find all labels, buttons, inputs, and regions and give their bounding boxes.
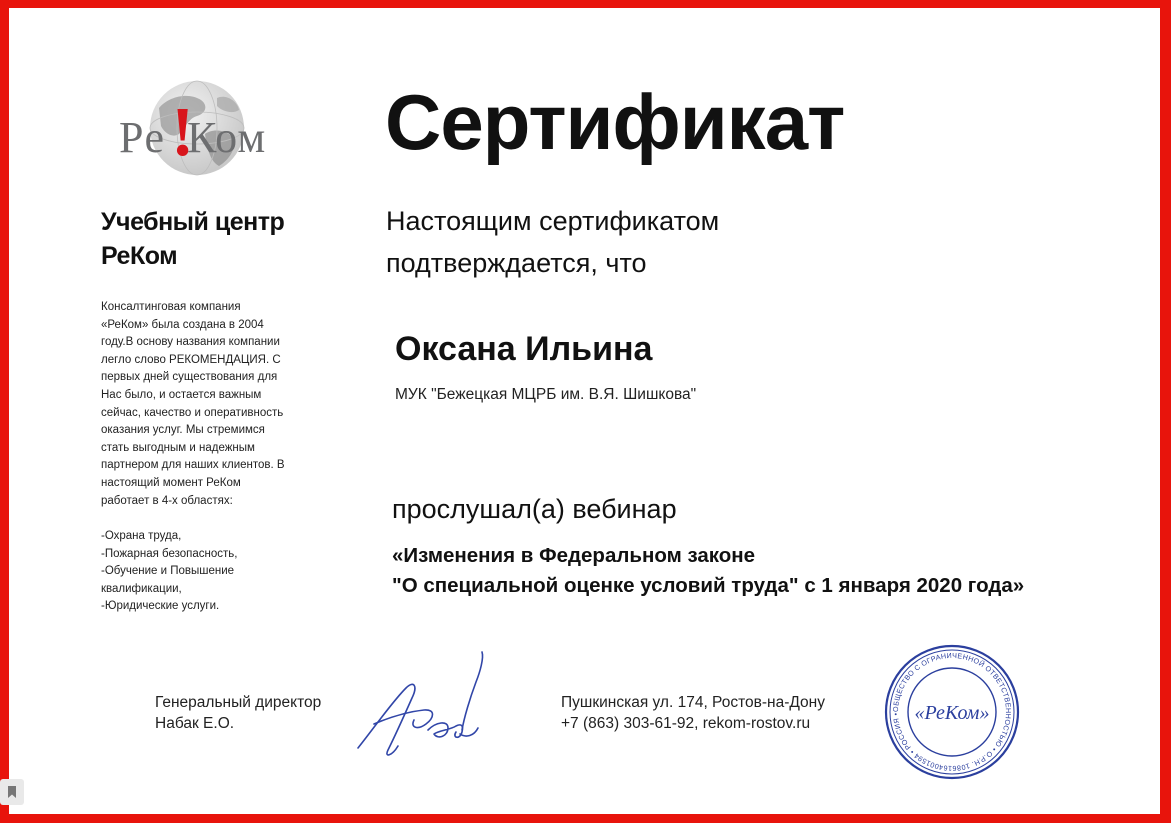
- title-line-1: Учебный центр: [101, 208, 285, 236]
- webinar-title-line-1: «Изменения в Федеральном законе: [392, 544, 756, 567]
- about-line: партнером для наших клиентов. В: [101, 459, 285, 472]
- company-phone-site: +7 (863) 303-61-92, rekom-rostov.ru: [561, 715, 811, 732]
- director-signature: [344, 638, 494, 773]
- bookmark-icon: [7, 785, 17, 799]
- intro-line-1: Настоящим сертификатом: [386, 206, 720, 236]
- service-area-item: -Охрана труда,: [101, 530, 182, 542]
- about-line: году.В основу названия компании: [101, 336, 280, 349]
- company-stamp: [877, 644, 1027, 785]
- logo-text-left: Pe: [119, 113, 165, 162]
- service-area-item: -Пожарная безопасность,: [101, 547, 238, 560]
- service-area-item: -Юридические услуги.: [101, 600, 220, 613]
- bookmark-button[interactable]: [0, 779, 24, 805]
- company-address: Пушкинская ул. 174, Ростов-на-Дону: [561, 694, 825, 711]
- about-line: оказания услуг. Мы стремимся: [101, 424, 265, 437]
- certificate-heading: Сертификат: [385, 78, 845, 166]
- webinar-title: [392, 541, 1024, 601]
- intro-line-2: подтверждается, что: [386, 248, 647, 278]
- recipient-name: Оксана Ильина: [395, 330, 653, 368]
- service-area-item: квалификации,: [101, 582, 182, 595]
- director-block: [155, 692, 321, 734]
- company-description: [101, 299, 316, 510]
- logo-text-right: Ком: [187, 113, 267, 162]
- company-contacts: [561, 692, 825, 734]
- certificate-intro: [386, 200, 806, 284]
- logo-exclamation: !: [171, 94, 195, 171]
- training-center-title: [101, 205, 351, 273]
- service-areas-list: [101, 528, 316, 616]
- director-name: Набак Е.О.: [155, 715, 235, 732]
- title-line-2: РеКом: [101, 242, 178, 270]
- about-line: Консалтинговая компания: [101, 301, 241, 313]
- certificate-page: [9, 8, 1160, 814]
- about-line: сейчас, качество и оперативность: [101, 406, 284, 419]
- about-line: стать выгодным и надежным: [101, 441, 255, 454]
- about-line: настоящий момент РеКом: [101, 476, 241, 489]
- stamp-ring-text: ОБЩЕСТВО С ОГРАНИЧЕННОЙ ОТВЕТСТВЕННОСТЬЮ • О.Р.Н. 1086164001594 • РОССИЯ •: [890, 650, 1014, 774]
- service-area-item: -Обучение и Повышение: [101, 565, 235, 578]
- stamp-center-text: «РеКом»: [914, 702, 990, 724]
- recipient-organization: МУК "Бежецкая МЦРБ им. В.Я. Шишкова": [395, 386, 697, 403]
- about-line: первых дней существования для: [101, 371, 278, 384]
- about-line: «РеКом» была создана в 2004: [101, 318, 264, 331]
- rekom-logo: [109, 78, 309, 178]
- attended-text: прослушал(а) вебинар: [392, 494, 677, 524]
- about-line: Нас было, и остается важным: [101, 388, 262, 401]
- webinar-title-line-2: "О специальной оценке условий труда" с 1 января 2020 года»: [392, 574, 1025, 597]
- director-title: Генеральный директор: [155, 694, 322, 711]
- about-line: работает в 4-х областях:: [101, 494, 233, 507]
- about-line: легло слово РЕКОМЕНДАЦИЯ. С: [101, 353, 281, 366]
